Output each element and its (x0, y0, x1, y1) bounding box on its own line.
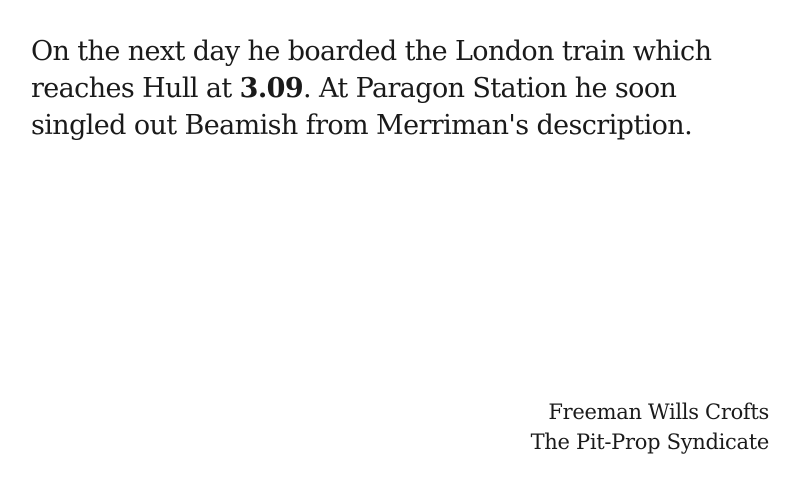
quote-text (31, 33, 771, 144)
quote-text-before-time: On the next day he boarded the London train which reaches Hull at (31, 36, 712, 104)
author-name: Freeman Wills Crofts (548, 400, 769, 424)
attribution (531, 397, 769, 457)
quote-time: 3.09 (239, 73, 304, 104)
book-title: The Pit-Prop Syndicate (530, 430, 769, 454)
quote-text-after-time: . At Paragon Station he soon singled out Beamish from Merriman's description. (31, 73, 693, 141)
